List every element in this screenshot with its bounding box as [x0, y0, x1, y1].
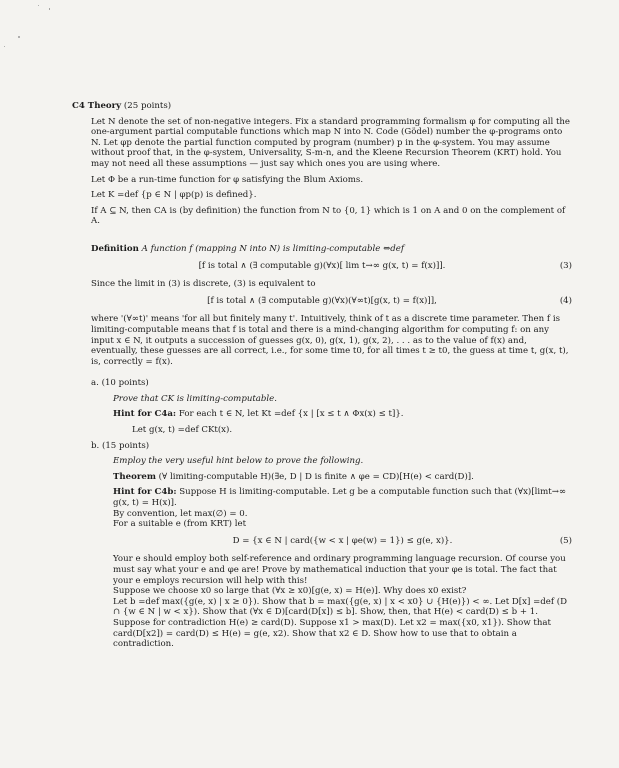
runtime-paragraph: Let Φ be a run-time function for φ satisfying the Blum Axioms. — [91, 174, 364, 185]
equation-3 — [72, 261, 572, 272]
theorem-block — [72, 472, 572, 483]
part-a-hint — [72, 409, 572, 420]
problem-text — [72, 101, 572, 655]
part-b-final-1: Your e should employ both self-reference and ordinary programming language recursion. Of course you must say what your e and φe are! Prove by mathematical induction that your φe is total. The fact that your e employs recursion will help with this! — [113, 554, 566, 586]
part-a-prove: Prove that CK is limiting-computable. — [113, 393, 278, 404]
part-a-hint-text: For each t ∈ N, let Kt =def {x | [x ≤ t ∧ Φx(x) ≤ t]}. — [178, 409, 404, 420]
part-b-employ: Employ the very useful hint below to prove the following. — [113, 456, 364, 467]
theorem-text: (∀ limiting-computable H)(∃e, D | D is finite ∧ φe = CD)[H(e) < card(D)]. — [158, 471, 474, 482]
ca-definition: If A ⊆ N, then CA is (by definition) the function from N to {0, 1} which is 1 on A and 0 on the complement of A. — [91, 205, 566, 227]
problem-header — [72, 101, 572, 112]
part-b-final-2: Suppose we choose x0 so large that (∀x ≥ x0)[g(e, x) = H(e)]. Why does x0 exist? — [113, 586, 467, 597]
definition-text: A function f (mapping N into N) is limiting-computable ⇔def — [141, 243, 405, 254]
intro-paragraph: Let N denote the set of non-negative integers. Fix a standard programming formalism φ for computing all the one-argument partial computable functions which map N into N. Code (Gödel) number the φ-programs onto N. Let φp denote the partial function computed by program (number) p in the φ-system. You may assume without proof that, in the φ-system, Universality, S-m-n, and the Kleene Recursion Theorem (KRT) hold. You may not need all these assumptions — just say which ones you are using where. — [91, 116, 571, 169]
equation-4 — [72, 296, 572, 307]
where-paragraph: where '(∀∞t)' means 'for all but finitely many t'. Intuitively, think of t as a discrete time parameter. Then f is limiting-computable means that f is total and there is a mind-changing algorithm for computing f: on any input x ∈ N, it outputs a succession of guesses g(x, 0), g(x, 1), g(x, 2), . . . as to the value of f(x) and, eventually, these guesses are all correct, i.e., for some time t0, for all times t ≥ t0, the guess at time t, g(x, t), is, correctly = f(x). — [91, 314, 569, 367]
part-b-hint-label: Hint for C4b: — [113, 487, 177, 498]
scan-speck — [18, 36, 20, 38]
since-paragraph: Since the limit in (3) is discrete, (3) is equivalent to — [91, 279, 316, 290]
equation-4-number: (4) — [559, 295, 572, 306]
equation-4-formula: [f is total ∧ (∃ computable g)(∀x)(∀∞t)[g(x, t) = f(x)]], — [207, 295, 437, 306]
part-b-label: b. (15 points) — [91, 440, 150, 451]
part-b-hint-line: Suppose H is limiting-computable. Let g be a computable function such that (∀x)[limt→∞ g(x, t) = H(x)]. — [113, 487, 567, 509]
part-b-hint — [72, 487, 572, 508]
equation-5 — [72, 536, 572, 547]
problem-label: C4 Theory — [72, 101, 122, 111]
definition-label: Definition — [91, 243, 139, 254]
scan-speck — [4, 46, 5, 47]
equation-5-number: (5) — [559, 535, 572, 546]
part-a-hint-label: Hint for C4a: — [113, 409, 177, 420]
equation-5-formula: D = {x ∈ N | card({w < x | φe(w) = 1}) ≤ g(e, x)}. — [232, 535, 453, 546]
scan-speck — [49, 8, 50, 10]
problem-points: (25 points) — [123, 101, 172, 111]
theorem-label: Theorem — [113, 471, 156, 482]
definition-block — [72, 244, 572, 255]
k-definition: Let K =def {p ∈ N | φp(p) is defined}. — [91, 190, 257, 201]
part-a-label: a. (10 points) — [91, 378, 149, 389]
part-b-final-3: Let b =def max({g(e, x) | x ≥ 0}). Show that b = max({g(e, x) | x < x0} ∪ {H(e)}) < ∞. Let D[x] =def (D ∩ {w ∈ N | w < x}). Show that (∀x ∈ D)[card(D[x]) ≤ b]. Show, then, that H(e) < card(D) ≤ b + 1. Suppose for contradiction H(e) ≥ card(D). Suppose x1 > max(D). Let x2 = max({x0, x1}). Show that card(D[x2]) = card(D) ≤ H(e) = g(e, x2). Show that x2 ∈ D. Show how to use that to obtain a contradiction. — [113, 596, 568, 650]
scan-speck — [38, 5, 39, 6]
equation-3-formula: [f is total ∧ (∃ computable g)(∀x)[ lim t→∞ g(x, t) = f(x)]]. — [198, 260, 446, 271]
part-b-hint-convention: By convention, let max(∅) = 0. — [113, 508, 248, 519]
equation-3-number: (3) — [559, 260, 572, 271]
part-b-hint-krt: For a suitable e (from KRT) let — [113, 519, 247, 530]
part-a-hint-line2: Let g(x, t) =def CKt(x). — [132, 425, 233, 436]
